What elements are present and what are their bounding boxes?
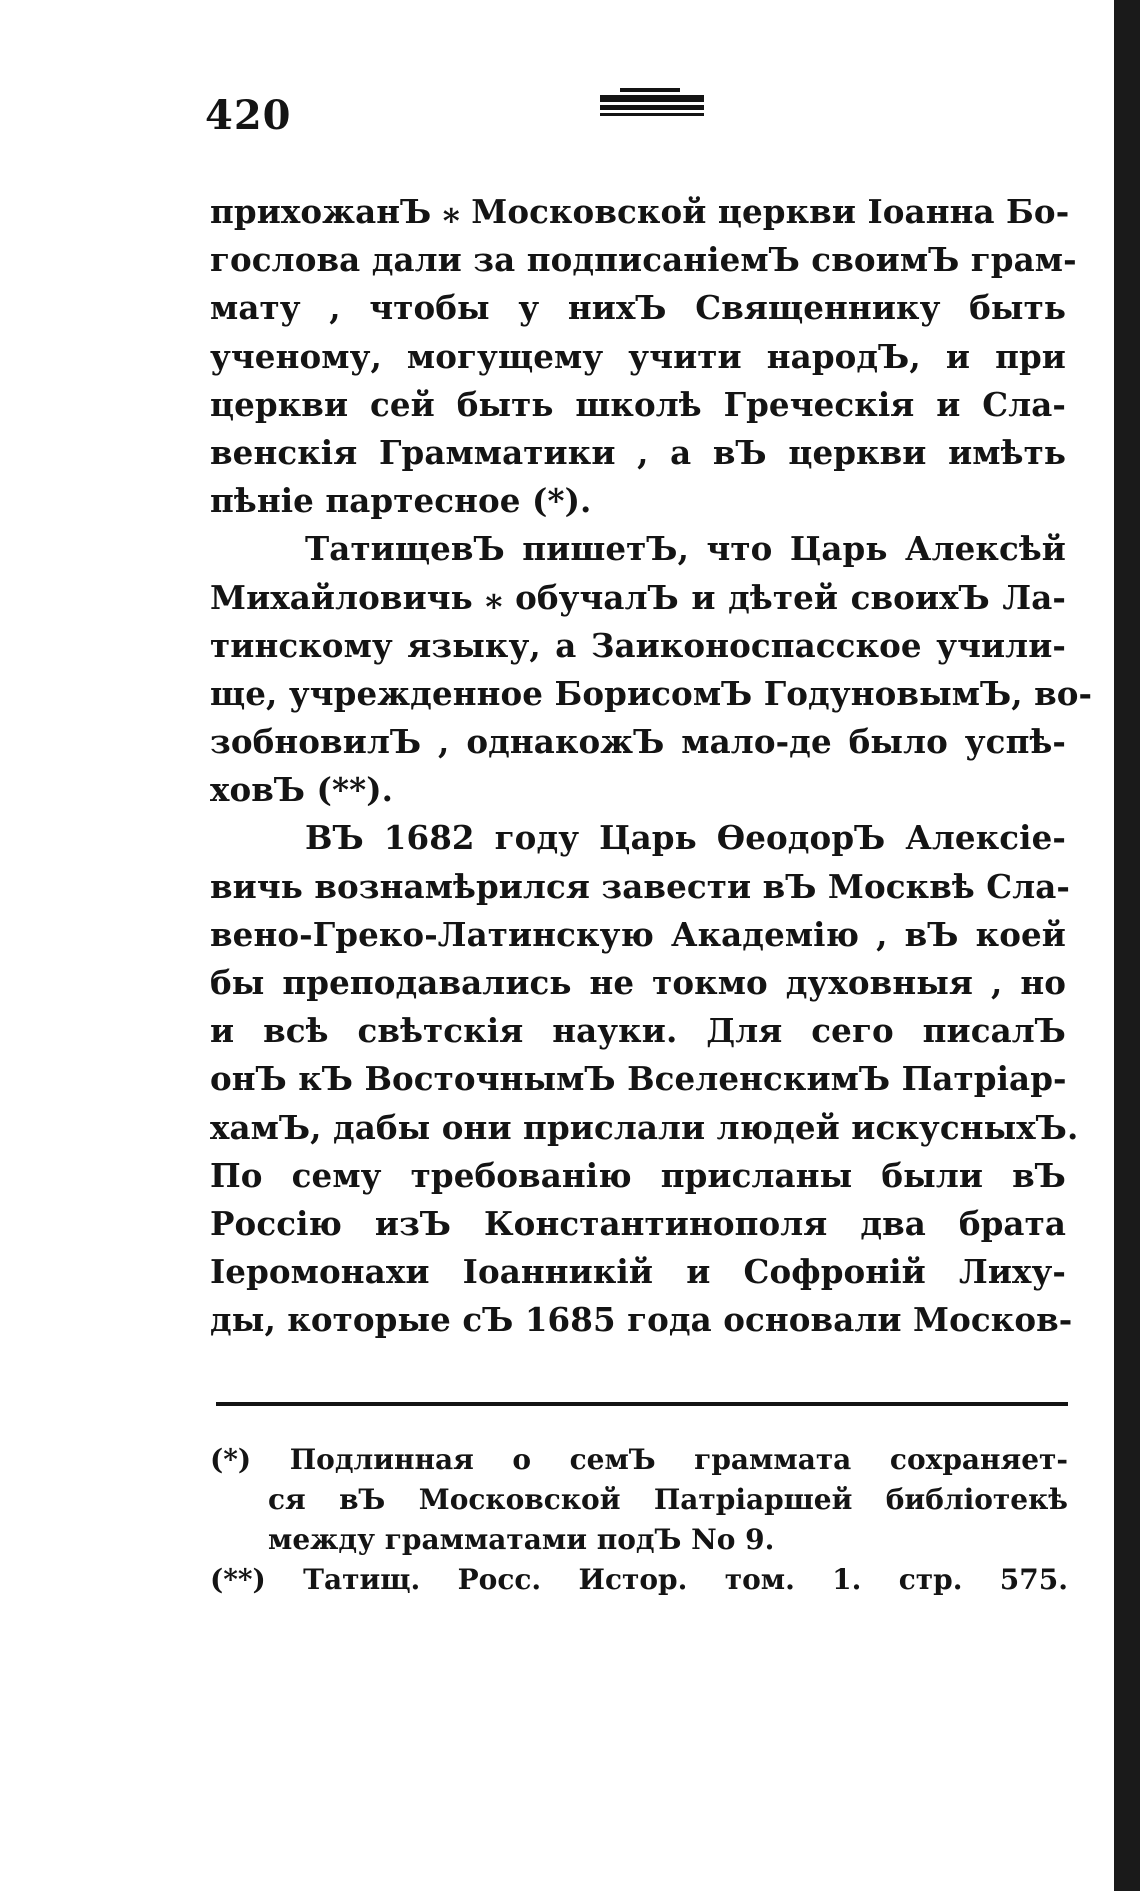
footnote-separator: [216, 1402, 1068, 1406]
text-line: ученому, могущему учити народЪ, и при: [210, 336, 1066, 376]
text-line: пѣніе партесное (*).: [210, 481, 592, 521]
footnote-line: (*) Подлинная о семЪ граммата сохраняет-: [210, 1443, 1068, 1476]
text-line: церкви сей быть школѣ Греческія и Сла-: [210, 384, 1066, 424]
text-line: Михайловичь ⁎ обучалЪ и дѣтей своихЪ Ла-: [210, 577, 1066, 617]
text-line: онЪ кЪ ВосточнымЪ ВселенскимЪ Патріар-: [210, 1059, 1067, 1099]
footnotes: [210, 1440, 1068, 1600]
text-line: Россію изЪ Константинополя два брата: [210, 1203, 1066, 1243]
text-line: вичь вознамѣрился завести вЪ Москвѣ Сла-: [210, 866, 1071, 906]
text-line: хамЪ, дабы они прислали людей искусныхЪ.: [210, 1107, 1079, 1147]
text-line: вено-Греко-Латинскую Академію , вЪ коей: [210, 914, 1066, 954]
text-line: Іеромонахи Іоанникій и Софроній Лиху-: [210, 1252, 1066, 1292]
text-line: ховЪ (**).: [210, 770, 394, 810]
text-line: прихожанЪ ⁎ Московской церкви Іоанна Бо-: [210, 192, 1070, 231]
text-line: мату , чтобы у нихЪ Священнику быть: [210, 288, 1066, 328]
text-line: ды, которые сЪ 1685 года основали Москов-: [210, 1300, 1073, 1340]
page-edge-border: [1114, 0, 1140, 1891]
footnote-line: между грамматами подЪ No 9.: [268, 1523, 775, 1556]
footnote-line: (**) Татищ. Росс. Истор. том. 1. стр. 575.: [210, 1563, 1068, 1596]
text-line: ТатищевЪ пишетЪ, что Царь Алексѣй: [305, 529, 1066, 569]
page-number: 420: [205, 92, 292, 139]
header-ornament-rule: [600, 88, 704, 118]
text-line: венскія Грамматики , а вЪ церкви имѣть: [210, 432, 1066, 472]
main-text: [210, 188, 1093, 1345]
text-line: и всѣ свѣтскія науки. Для сего писалЪ: [210, 1011, 1066, 1051]
text-line: бы преподавались не токмо духовныя , но: [210, 963, 1066, 1002]
text-line: зобновилЪ , однакожЪ мало-де было успѣ-: [210, 722, 1066, 762]
footnote-line: ся вЪ Московской Патріаршей библіотекѣ: [268, 1483, 1068, 1516]
text-line: ще, учрежденное БорисомЪ ГодуновымЪ, во-: [210, 673, 1093, 713]
text-line: тинскому языку, а Заиконоспасское учили-: [210, 625, 1066, 665]
text-line: гослова дали за подписаніемЪ своимЪ грам-: [210, 240, 1077, 280]
text-line: По сему требованію присланы были вЪ: [210, 1155, 1066, 1195]
text-line: ВЪ 1682 году Царь ѲеодорЪ Алексіе-: [305, 818, 1066, 858]
